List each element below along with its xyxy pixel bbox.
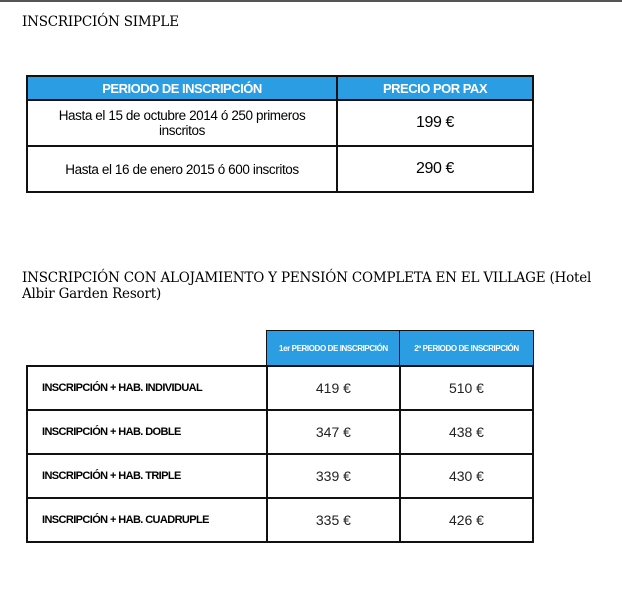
section-title-accommodation: INSCRIPCIÓN CON ALOJAMIENTO Y PENSIÓN COMPLETA EN EL VILLAGE (Hotel Albir Garden Resort) [22,270,592,302]
second-period-price: 438 € [400,410,533,454]
period-cell [27,100,337,146]
accommodation-registration-table [26,330,534,543]
table-row [27,100,533,146]
period-text-line1: Hasta el 15 de octubre 2014 ó 250 primeros [58,108,306,123]
column-header-blank [27,331,267,367]
second-period-price: 430 € [400,454,533,498]
top-divider [0,0,622,2]
price-cell: 290 € [337,146,533,192]
simple-registration-table [26,75,534,193]
period-cell: Hasta el 16 de enero 2015 ó 600 inscritos [27,146,337,192]
table-row [27,146,533,192]
price-cell: 199 € [337,100,533,146]
room-type-label: INSCRIPCIÓN + HAB. INDIVIDUAL [27,366,267,410]
table-row [27,454,533,498]
section-title-simple: INSCRIPCIÓN SIMPLE [22,14,179,30]
table-row [27,366,533,410]
period-text-line2: inscritos [159,123,205,138]
column-header-second-period: 2º PERIODO DE INSCRIPCIÓN [400,331,533,367]
column-header-period: PERIODO DE INSCRIPCIÓN [27,76,337,100]
table-row [27,498,533,542]
second-period-price: 426 € [400,498,533,542]
room-type-label: INSCRIPCIÓN + HAB. DOBLE [27,410,267,454]
table-header-row [27,76,533,100]
table-row [27,410,533,454]
table-header-row [27,331,533,367]
first-period-price: 335 € [267,498,400,542]
column-header-price: PRECIO POR PAX [337,76,533,100]
first-period-price: 347 € [267,410,400,454]
room-type-label: INSCRIPCIÓN + HAB. TRIPLE [27,454,267,498]
first-period-price: 419 € [267,366,400,410]
room-type-label: INSCRIPCIÓN + HAB. CUADRUPLE [27,498,267,542]
first-period-price: 339 € [267,454,400,498]
second-period-price: 510 € [400,366,533,410]
column-header-first-period: 1er PERIODO DE INSCRIPCIÓN [267,331,400,367]
